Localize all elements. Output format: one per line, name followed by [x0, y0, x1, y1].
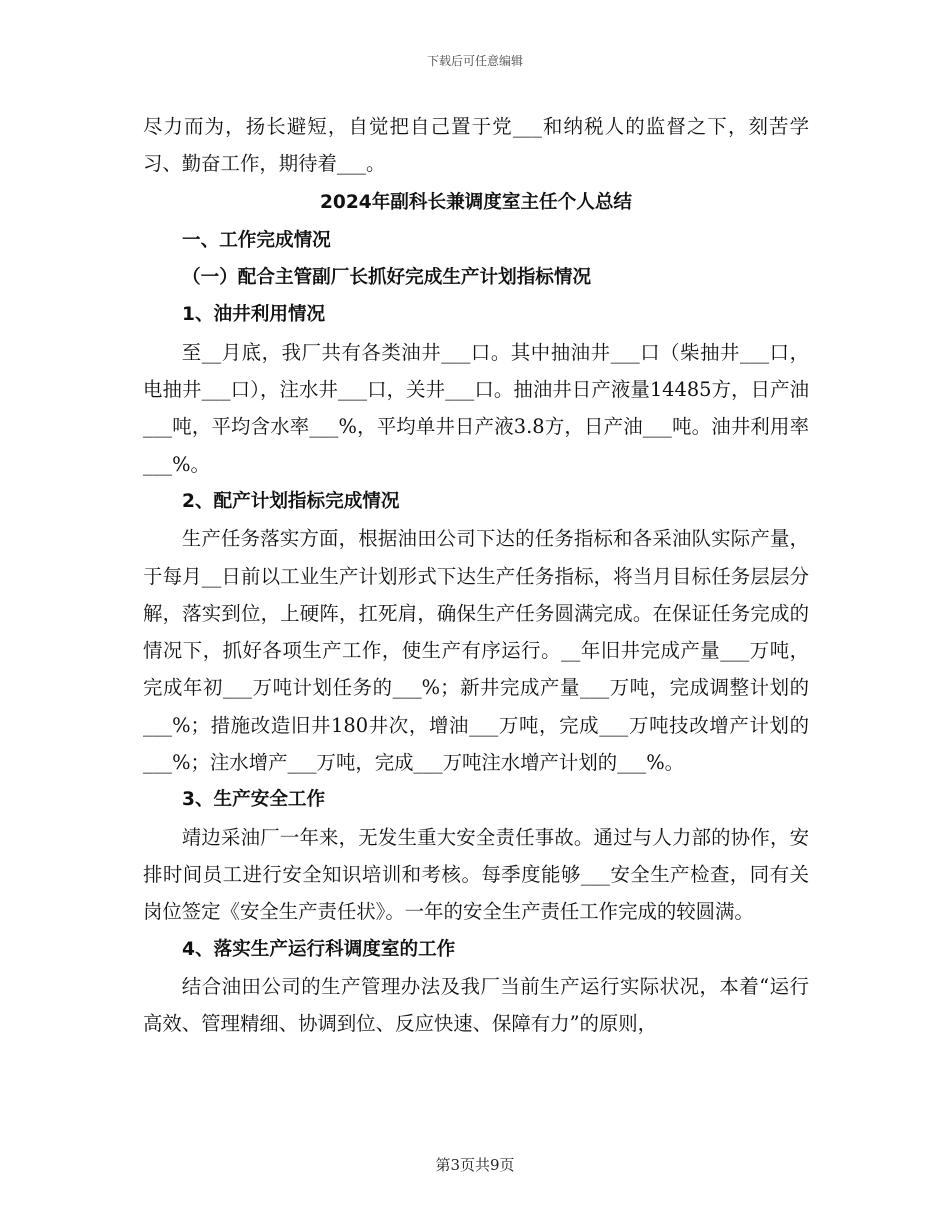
intro-paragraph: 尽力而为，扬长避短，自觉把自己置于党___和纳税人的监督之下，刻苦学习、勤奋工作，期待着___。: [143, 115, 809, 176]
section-heading-work-completion: 一、工作完成情况: [182, 229, 331, 251]
document-title: 2024年副科长兼调度室主任个人总结: [319, 191, 633, 213]
paragraph-dispatch-room: 结合油田公司的生产管理办法及我厂当前生产运行实际状况，本着“运行高效、管理精细、协调到位、反应快速、保障有力”的原则，: [143, 974, 809, 1036]
paragraph-oil-well-utilization: 至__月底，我厂共有各类油井___口。其中抽油井___口（柴抽井___口，电抽井___口），注水井___口，关井___口。抽油井日产液量14485方，日产油___吨，平均含水率___%，平均单井日产液3.8方，日产油___吨。油井利用率___%。: [143, 340, 809, 476]
paragraph-safety-work: 靖边采油厂一年来，无发生重大安全责任事故。通过与人力部的协作，安排时间员工进行安全知识培训和考核。每季度能够___安全生产检查，同有关岗位签定《安全生产责任状》。一年的安全生产责任工作完成的较圆满。: [143, 825, 809, 924]
page-number: 第3页共9页: [435, 1156, 515, 1174]
document-body: [143, 108, 809, 1042]
paragraph-production-targets: 生产任务落实方面，根据油田公司下达的任务指标和各采油队实际产量，于每月__日前以工业生产计划形式下达生产任务指标，将当月目标任务层层分解，落实到位，上硬阵，扛死肩，确保生产任务圆满完成。在保证任务完成的情况下，抓好各项生产工作，使生产有序运行。__年旧井完成产量___万吨，完成年初___万吨计划任务的___%；新井完成产量___万吨，完成调整计划的___%；措施改造旧井180井次，增油___万吨，完成___万吨技改增产计划的___%；注水增产___万吨，完成___万吨注水增产计划的___%。: [143, 527, 809, 775]
subsection-heading-production-plan: （一）配合主管副厂长抓好完成生产计划指标情况: [182, 267, 592, 289]
item-heading-production-targets: 2、配产计划指标完成情况: [182, 490, 400, 512]
item-heading-dispatch-room: 4、落实生产运行科调度室的工作: [182, 938, 456, 960]
item-heading-safety-work: 3、生产安全工作: [182, 789, 326, 811]
page-header: 下载后可任意编辑: [426, 54, 523, 68]
item-heading-oil-well-utilization: 1、油井利用情况: [182, 304, 326, 326]
